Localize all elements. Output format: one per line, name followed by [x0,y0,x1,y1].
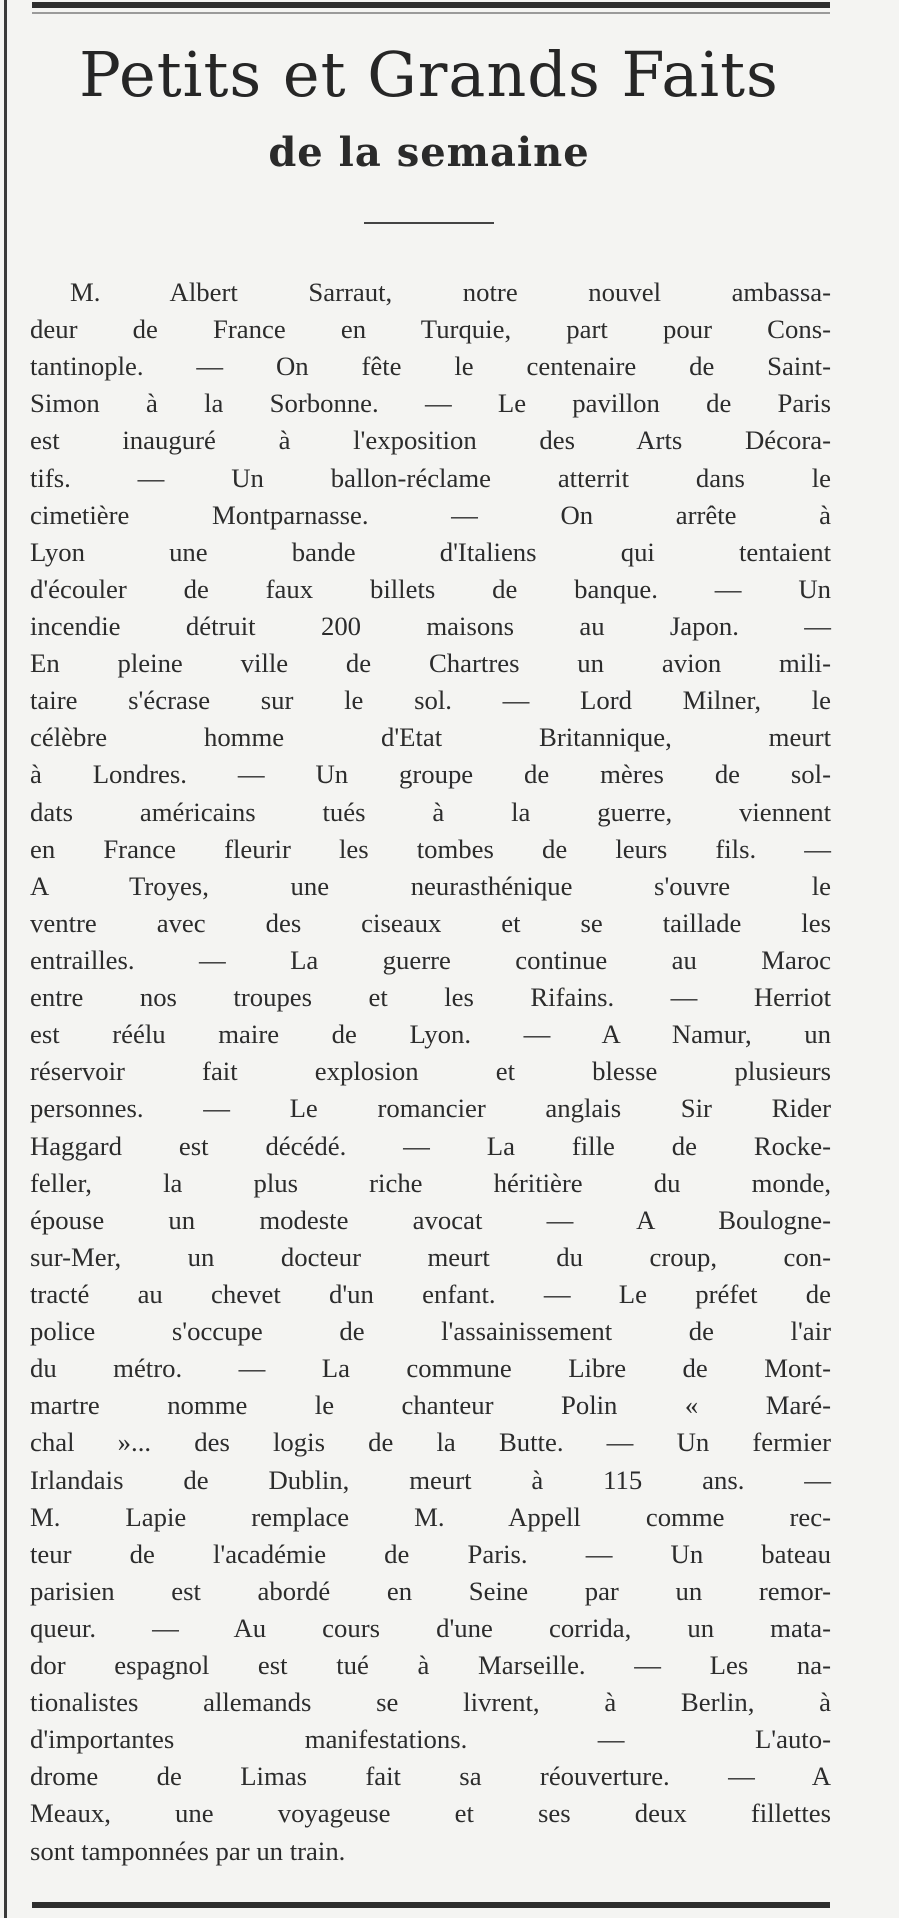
article-text-line: Meaux, une voyageuse et ses deux fillettes [30,1798,831,1829]
article-text-line: célèbre homme d'Etat Britannique, meurt [30,722,831,753]
article-text-line: Irlandais de Dublin, meurt à 115 ans. — [30,1464,831,1495]
article-text-line: martre nomme le chanteur Polin « Maré- [30,1390,831,1421]
article-title: Petits et Grands Faits [79,38,779,111]
article-text-line: personnes. — Le romancier anglais Sir Rider [30,1093,831,1124]
article-text-line: Simon à la Sorbonne. — Le pavillon de Paris [30,388,831,419]
article-body [30,274,831,1870]
top-rule-thick [32,2,830,8]
article-text-line: teur de l'académie de Paris. — Un bateau [30,1538,831,1569]
title-divider [364,222,494,224]
article-text-line: tifs. — Un ballon-réclame atterrit dans le [30,462,831,493]
article-text-line: à Londres. — Un groupe de mères de sol- [30,759,831,790]
article-text-line: dats américains tués à la guerre, viennent [30,796,831,827]
article-text-line: Lyon une bande d'Italiens qui tentaient [30,536,831,567]
article-text-line: A Troyes, une neurasthénique s'ouvre le [30,870,831,901]
article-text-line: chal »... des logis de la Butte. — Un fermier [30,1427,831,1458]
article-text-line: deur de France en Turquie, part pour Cons- [30,314,831,345]
article-text-line: Haggard est décédé. — La fille de Rocke- [30,1130,831,1161]
article-text-line: tantinople. — On fête le centenaire de Saint- [30,351,831,382]
article-text-line: M. Albert Sarraut, notre nouvel ambassa- [70,277,831,307]
article-text-line: d'écouler de faux billets de banque. — Un [30,573,831,604]
article-text-line: réservoir fait explosion et blesse plusieurs [30,1056,831,1087]
article-text-line: drome de Limas fait sa réouverture. — A [30,1761,831,1792]
article-text-line: cimetière Montparnasse. — On arrête à [30,499,831,530]
article-text-line: du métro. — La commune Libre de Mont- [30,1353,831,1384]
article-text-line: parisien est abordé en Seine par un remor- [30,1575,831,1606]
article-text-line: en France fleurir les tombes de leurs fils. — [30,833,831,864]
article-text-line: entrailles. — La guerre continue au Maroc [30,944,831,975]
article-text-line: sur-Mer, un docteur meurt du croup, con- [30,1241,831,1272]
article-text-line: police s'occupe de l'assainissement de l'air [30,1316,831,1347]
article-text-line: ventre avec des ciseaux et se taillade les [30,907,831,938]
article-text-line: épouse un modeste avocat — A Boulogne- [30,1204,831,1235]
article-text-line: tionalistes allemands se livrent, à Berlin, à [30,1687,831,1718]
article-text-line: M. Lapie remplace M. Appell comme rec- [30,1501,831,1532]
article-text-line: taire s'écrase sur le sol. — Lord Milner, le [30,685,831,716]
article-text-line: dor espagnol est tué à Marseille. — Les na- [30,1650,831,1681]
article-text-line: queur. — Au cours d'une corrida, un mata- [30,1612,831,1643]
article-text-line: sont tamponnées par un train. [30,1835,346,1866]
article-text-line: tracté au chevet d'un enfant. — Le préfet de [30,1278,831,1309]
article-subtitle: de la semaine [268,129,590,176]
article-text-line: est inauguré à l'exposition des Arts Décora- [30,425,831,456]
article-text-line: entre nos troupes et les Rifains. — Herriot [30,982,831,1013]
article-text-line: d'importantes manifestations. — L'auto- [30,1724,831,1755]
bottom-rule [32,1902,830,1908]
article-text-line: est réélu maire de Lyon. — A Namur, un [30,1019,831,1050]
top-rule-thin [32,12,830,14]
article-text-line: feller, la plus riche héritière du monde, [30,1167,831,1198]
article-text-line: En pleine ville de Chartres un avion mili- [30,648,831,679]
column-border-left [4,0,7,1918]
article-text-line: incendie détruit 200 maisons au Japon. — [30,610,831,641]
